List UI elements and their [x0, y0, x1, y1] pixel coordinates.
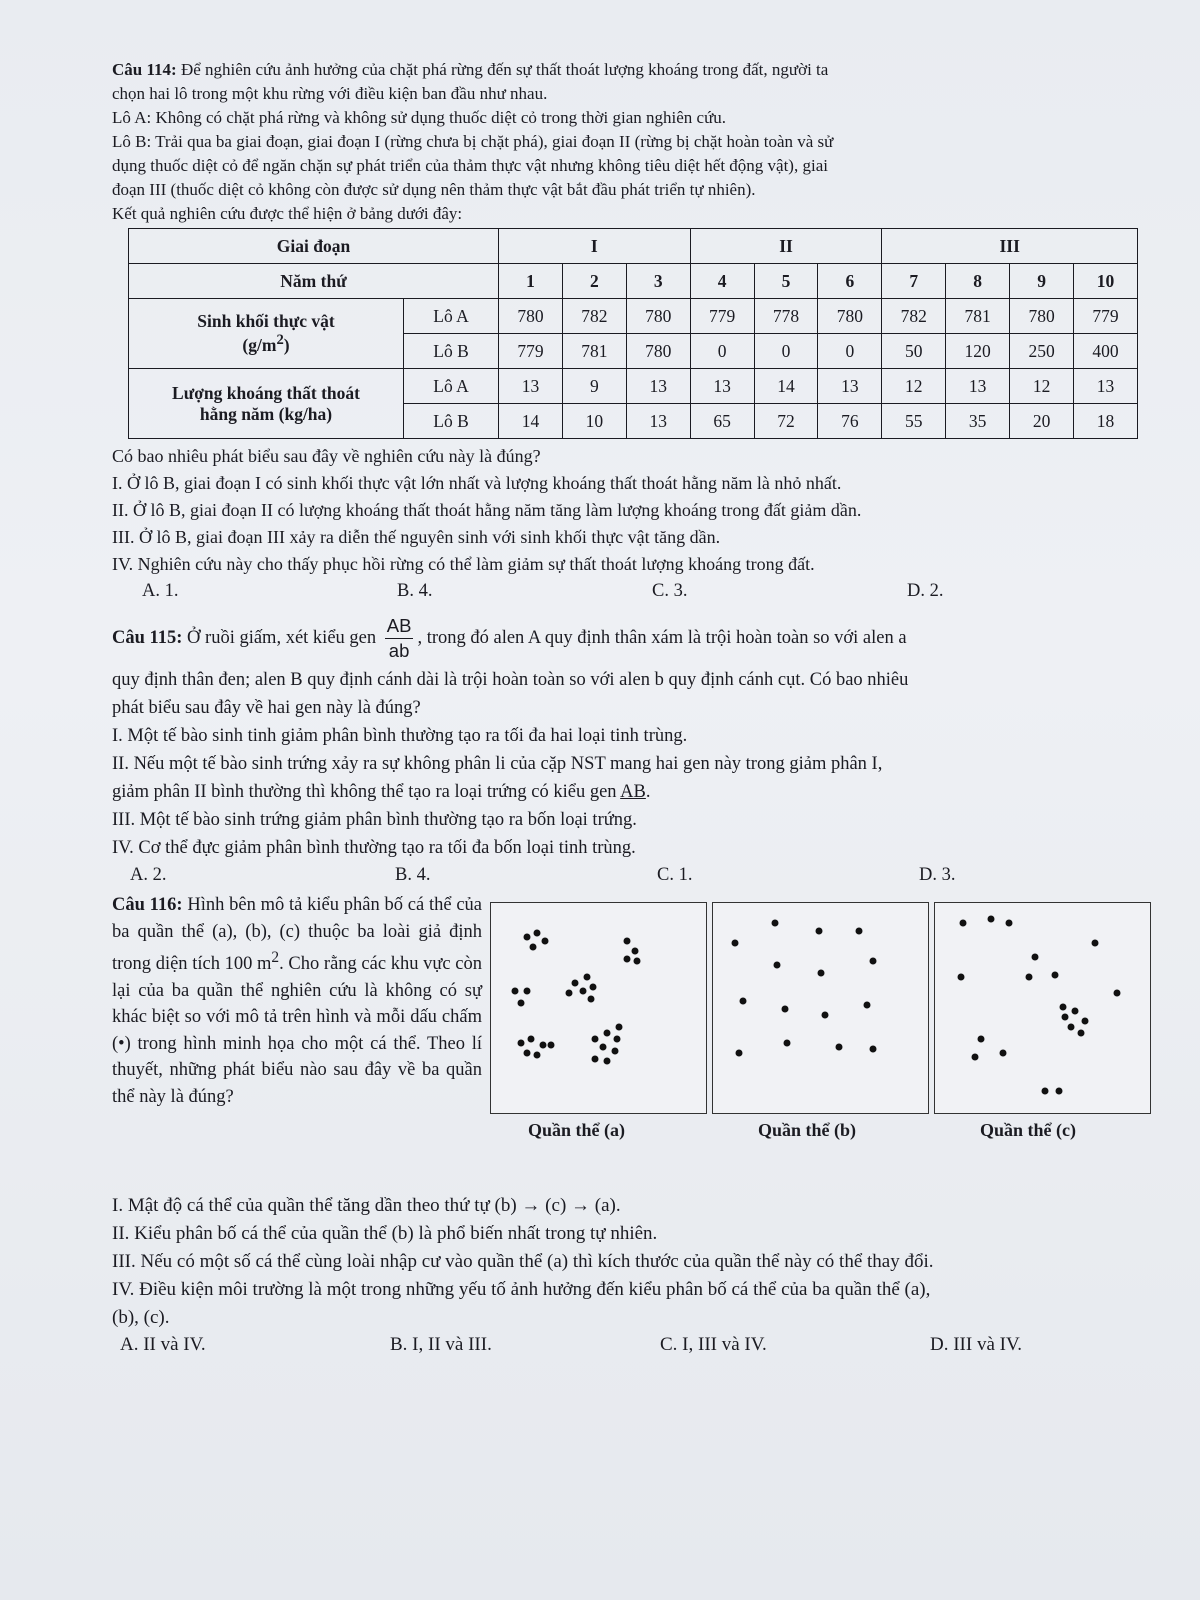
stage-II: II [690, 229, 882, 264]
loss-b-cell: 18 [1074, 404, 1138, 439]
q116-text [112, 892, 482, 1110]
biomass-b-cell: 0 [690, 334, 754, 369]
biomass-b-cell: 779 [499, 334, 563, 369]
loss-a-cell: 9 [562, 369, 626, 404]
q115-statement-3: III. Một tế bào sinh trứng giảm phân bình thường tạo ra bốn loại trứng. [112, 810, 637, 830]
q116-option-a[interactable]: A. II và IV. [120, 1334, 206, 1355]
q114-statement-3: III. Ở lô B, giai đoạn III xảy ra diễn thế nguyên sinh với sinh khối thực vật tăng dần. [112, 527, 721, 547]
biomass-unit: (g/m [242, 334, 277, 355]
loss-a-cell: 12 [882, 369, 946, 404]
exam-content [112, 58, 1162, 1358]
loss-b-cell: 76 [818, 404, 882, 439]
q115-statement-2b-text: giảm phân II bình thường thì không thể tạo ra loại trứng có kiểu gen [112, 782, 621, 802]
loss-b-cell: 14 [499, 404, 563, 439]
q114-options [142, 578, 1162, 604]
biomass-b-cell: 780 [626, 334, 690, 369]
biomass-a-cell: 779 [690, 299, 754, 334]
q114-option-c[interactable]: C. 3. [652, 581, 688, 601]
biomass-b-cell: 781 [562, 334, 626, 369]
loss-b-cell: 10 [562, 404, 626, 439]
q115-option-c[interactable]: C. 1. [657, 865, 693, 885]
q116-option-c[interactable]: C. I, III và IV. [660, 1334, 767, 1355]
biomass-label [129, 299, 404, 369]
lot-b-label: Lô B [404, 404, 499, 439]
population-b-label: Quần thể (b) [758, 1120, 857, 1140]
question-115 [112, 610, 1162, 888]
q116-statement-4: IV. Điều kiện môi trường là một trong những yếu tố ảnh hưởng đến kiểu phân bố cá thể của ba quần thể (a), [112, 1279, 931, 1300]
biomass-a-cell: 782 [562, 299, 626, 334]
q114-statement-2: II. Ở lô B, giai đoạn II có lượng khoáng thất thoát hằng năm tăng làm lượng khoáng trong đất giảm dần. [112, 500, 862, 520]
loss-label-2: hằng năm (kg/ha) [199, 403, 333, 424]
q115-intro-b: , trong đó alen A quy định thân xám là trội hoàn toàn so với alen a [417, 628, 907, 648]
loss-b-cell: 35 [946, 404, 1010, 439]
q114-text: Để nghiên cứu ảnh hưởng của chặt phá rừng đến sự thất thoát lượng khoáng trong đất, người ta [176, 60, 829, 79]
biomass-a-cell: 782 [882, 299, 946, 334]
question-114 [112, 58, 1162, 604]
q114-line-2: chọn hai lô trong một khu rừng với điều kiện ban đầu như nhau. [112, 84, 548, 103]
q115-egg-genotype: AB [620, 782, 646, 802]
q115-statement-2b [112, 778, 1162, 806]
loss-b-cell: 13 [626, 404, 690, 439]
biomass-a-cell: 780 [499, 299, 563, 334]
q114-statement-4: IV. Nghiên cứu này cho thấy phục hồi rừng có thể làm giảm sự thất thoát lượng khoáng trong đất. [112, 554, 815, 574]
biomass-b-cell: 50 [882, 334, 946, 369]
biomass-b-cell: 120 [946, 334, 1010, 369]
loss-b-cell: 55 [882, 404, 946, 439]
biomass-b-cell: 0 [754, 334, 818, 369]
years-cell: 10 [1074, 264, 1138, 299]
q116-statement-1: I. Mật độ cá thể của quần thể tăng dần theo thứ tự (b) → (c) → (a). [112, 1195, 621, 1216]
population-b-panel [712, 902, 929, 1114]
population-figure [490, 902, 1170, 1152]
loss-a-cell: 13 [818, 369, 882, 404]
q115-statement-4: IV. Cơ thể đực giảm phân bình thường tạo ra tối đa bốn loại tinh trùng. [112, 838, 636, 858]
population-c-dots [935, 903, 1150, 1113]
q116-block [112, 892, 1162, 1192]
years-cell: 4 [690, 264, 754, 299]
loss-a-cell: 13 [690, 369, 754, 404]
loss-label-1: Lượng khoáng thất thoát [172, 382, 360, 403]
lot-a-label: Lô A [404, 369, 499, 404]
q116-label: Câu 116: [112, 895, 183, 915]
years-cell: 1 [499, 264, 563, 299]
loss-a-cell: 14 [754, 369, 818, 404]
loss-b-cell: 20 [1010, 404, 1074, 439]
genotype-fraction [385, 614, 414, 663]
q116-options [120, 1332, 1162, 1358]
years-cell: 2 [562, 264, 626, 299]
q114-statement-1: I. Ở lô B, giai đoạn I có sinh khối thực vật lớn nhất và lượng khoáng thất thoát hằng năm là nhỏ nhất. [112, 473, 842, 493]
q114-line-6: đoạn III (thuốc diệt cỏ không còn được sử dụng nên thảm thực vật bắt đầu phát triển tự nhiên). [112, 180, 756, 199]
stage-I: I [499, 229, 691, 264]
biomass-a-cell: 780 [818, 299, 882, 334]
q114-option-d[interactable]: D. 2. [907, 581, 944, 601]
results-table [128, 228, 1138, 439]
loss-b-cell: 65 [690, 404, 754, 439]
q115-statement-2a: II. Nếu một tế bào sinh trứng xảy ra sự không phân li của cặp NST mang hai gen này trong giảm phân I, [112, 754, 883, 774]
year-row [129, 264, 1138, 299]
q114-label: Câu 114: [112, 60, 177, 79]
years-cell: 6 [818, 264, 882, 299]
years-cell: 7 [882, 264, 946, 299]
q116-text-b: . Cho rằng các khu vực còn lại của ba quần thể nghiên cứu là không có sự khác biệt so với mô tả trên hình và mỗi dấu chấm (•) trong hình minh họa cho một cá thể. Theo lí thuyết, những phát biểu nào sau đây về ba quần thể này là đúng? [112, 954, 482, 1107]
q116-statement-3: III. Nếu có một số cá thể cùng loài nhập cư vào quần thể (a) thì kích thước của quần thể này có thể thay đổi. [112, 1251, 934, 1272]
question-116 [112, 892, 1162, 1358]
biomass-b-cell: 400 [1074, 334, 1138, 369]
lot-b-label: Lô B [404, 334, 499, 369]
biomass-a-cell: 779 [1074, 299, 1138, 334]
biomass-label-text: Sinh khối thực vật [197, 311, 335, 332]
q114-line-3: Lô A: Không có chặt phá rừng và không sử dụng thuốc diệt cỏ trong thời gian nghiên cứu. [112, 108, 727, 127]
q114-line-4: Lô B: Trải qua ba giai đoạn, giai đoạn I (rừng chưa bị chặt phá), giai đoạn II (rừng bị chặt hoàn toàn và sử [112, 132, 834, 151]
genotype-denominator: ab [388, 640, 410, 662]
population-c-panel [934, 902, 1151, 1114]
q114-question: Có bao nhiêu phát biểu sau đây về nghiên cứu này là đúng? [112, 446, 541, 466]
q116-text-a: Hình bên mô tả kiểu phân bố cá thể của ba quần thể (a), (b), (c) thuộc ba loài giả định trong diện tích 100 m [112, 895, 482, 975]
stage-row [129, 229, 1138, 264]
population-a-dots [491, 903, 706, 1113]
q116-option-d[interactable]: D. III và IV. [930, 1334, 1022, 1355]
loss-a-row [129, 369, 1138, 404]
q114-option-a[interactable]: A. 1. [142, 581, 179, 601]
q115-statement-1: I. Một tế bào sinh tinh giảm phân bình thường tạo ra tối đa hai loại tinh trùng. [112, 726, 688, 746]
q115-line-3: phát biểu sau đây về hai gen này là đúng? [112, 698, 421, 718]
q116-statement-4-cont: (b), (c). [112, 1307, 170, 1328]
years-cell: 5 [754, 264, 818, 299]
years-cell: 3 [626, 264, 690, 299]
loss-label [129, 369, 404, 439]
q114-line-5: dụng thuốc diệt cỏ để ngăn chặn sự phát triển của thảm thực vật nhưng không tiêu diệt hết động vật), giai [112, 156, 828, 175]
loss-b-cell: 72 [754, 404, 818, 439]
q115-line-1 [112, 610, 1162, 666]
loss-a-cell: 13 [626, 369, 690, 404]
years-cell: 8 [946, 264, 1010, 299]
q115-option-d[interactable]: D. 3. [919, 865, 956, 885]
q115-line-2: quy định thân đen; alen B quy định cánh dài là trội hoàn toàn so với alen b quy định cánh cụt. Có bao nhiêu [112, 670, 909, 690]
population-a-panel [490, 902, 707, 1114]
biomass-unit-sup: 2 [276, 332, 284, 349]
q116-text-sup: 2 [271, 949, 280, 966]
q114-line-1 [112, 58, 1162, 82]
biomass-a-row [129, 299, 1138, 334]
biomass-a-cell: 781 [946, 299, 1010, 334]
biomass-a-cell: 780 [626, 299, 690, 334]
biomass-a-cell: 778 [754, 299, 818, 334]
q114-option-b[interactable]: B. 4. [397, 581, 433, 601]
biomass-a-cell: 780 [1010, 299, 1074, 334]
population-a-label: Quần thể (a) [528, 1120, 626, 1140]
biomass-b-cell: 0 [818, 334, 882, 369]
loss-a-cell: 13 [499, 369, 563, 404]
lot-a-label: Lô A [404, 299, 499, 334]
q115-label: Câu 115: [112, 628, 183, 648]
q116-option-b[interactable]: B. I, II và III. [390, 1334, 492, 1355]
years-cell: 9 [1010, 264, 1074, 299]
biomass-unit-end: ) [283, 334, 290, 355]
genotype-numerator: AB [385, 614, 414, 639]
q114-line-7: Kết quả nghiên cứu được thể hiện ở bảng dưới đây: [112, 204, 463, 223]
year-label: Năm thứ [129, 264, 499, 299]
stage-label: Giai đoạn [129, 229, 499, 264]
population-c-label: Quần thể (c) [980, 1120, 1076, 1140]
q116-statement-2: II. Kiểu phân bố cá thể của quần thể (b) là phổ biến nhất trong tự nhiên. [112, 1223, 658, 1244]
q115-statement-2b-end: . [645, 782, 651, 802]
loss-a-cell: 12 [1010, 369, 1074, 404]
q115-option-a[interactable]: A. 2. [130, 865, 167, 885]
stage-III: III [882, 229, 1138, 264]
q115-options [130, 862, 1162, 888]
q115-option-b[interactable]: B. 4. [395, 865, 431, 885]
loss-a-cell: 13 [1074, 369, 1138, 404]
q115-intro-a: Ở ruồi giấm, xét kiểu gen [182, 628, 381, 648]
biomass-b-cell: 250 [1010, 334, 1074, 369]
loss-a-cell: 13 [946, 369, 1010, 404]
population-b-dots [713, 903, 928, 1113]
